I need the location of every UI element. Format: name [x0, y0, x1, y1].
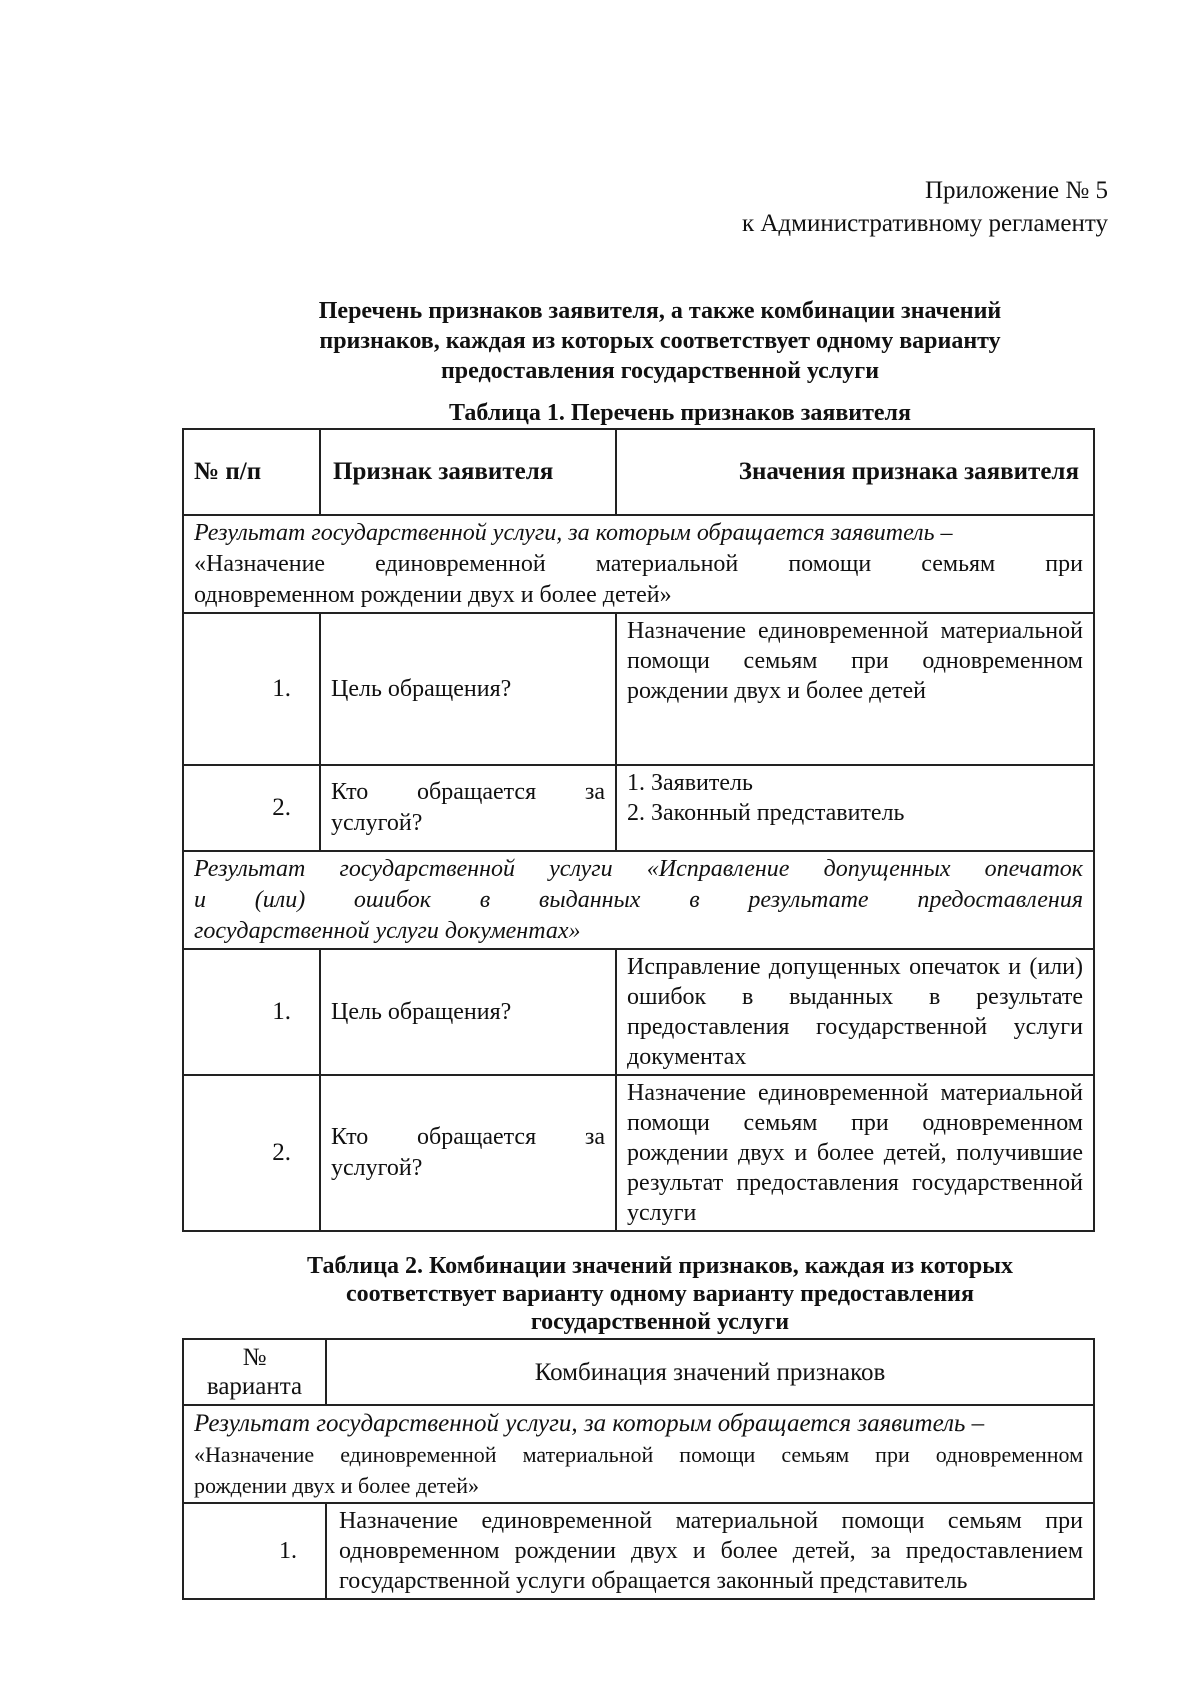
- annex-line-2: к Административному регламенту: [741, 210, 1108, 237]
- title-line-3: предоставления государственной услуги: [440, 358, 880, 384]
- table-row: [183, 949, 1094, 1075]
- table-row: [183, 1075, 1094, 1231]
- table1-section-1: [183, 515, 1094, 613]
- table1-section-2: [183, 851, 1094, 949]
- title-line-2: признаков, каждая из которых соответствует одному варианту: [319, 328, 1001, 354]
- row-number: 2.: [183, 1075, 320, 1231]
- table2-section-1: [183, 1405, 1094, 1503]
- section-1-intro: [183, 515, 1094, 613]
- applicant-criteria-table: [182, 428, 1095, 1232]
- row-question: Цель обращения?: [320, 613, 616, 765]
- row-value: Назначение единовременной материальной помощи семьям при одновременном рождении двух и более детей, за предоставлением государственной услуги обращается законный представитель: [326, 1503, 1094, 1599]
- section-1-intro-line-2: «Назначение единовременной материальной помощи семьям при: [194, 551, 1083, 577]
- annex-note: [742, 174, 1108, 240]
- header-variant-number: [183, 1339, 326, 1405]
- header-criterion: Признак заявителя: [320, 429, 616, 515]
- row-value: Назначение единовременной материальной помощи семьям при одновременном рождении двух и более детей: [616, 613, 1094, 765]
- table2-header-row: [183, 1339, 1094, 1405]
- value-line-1: 1. Заявитель: [627, 770, 753, 796]
- section-1-intro-italic: Результат государственной услуги, за которым обращается заявитель –: [194, 520, 953, 546]
- header-criterion-values: Значения признака заявителя: [616, 429, 1094, 515]
- row-value: Исправление допущенных опечаток и (или) ошибок в выданных в результате предоставления государственной услуги документах: [616, 949, 1094, 1075]
- row-question: Кто обращается за услугой?: [320, 765, 616, 851]
- title-line-1: Перечень признаков заявителя, а также комбинации значений: [318, 298, 1002, 324]
- row-value: Назначение единовременной материальной помощи семьям при одновременном рождении двух и более детей, получившие результат предоставления государственной услуги: [616, 1075, 1094, 1231]
- value-line-2: 2. Законный представитель: [627, 800, 905, 826]
- table-row: [183, 1503, 1094, 1599]
- section-2-intro: [183, 851, 1094, 949]
- table-row: [183, 613, 1094, 765]
- header-variant-line-1: №: [242, 1344, 267, 1371]
- section-2-intro-line-2: и (или) ошибок в выданных в результате предоставления: [194, 887, 1083, 913]
- table2-caption-line-1: Таблица 2. Комбинации значений признаков, каждая из которых: [307, 1253, 1013, 1279]
- row-question: Кто обращается за услугой?: [320, 1075, 616, 1231]
- table-row: [183, 765, 1094, 851]
- row-number: 1.: [183, 949, 320, 1075]
- row-number: 1.: [183, 613, 320, 765]
- table1-caption: Таблица 1. Перечень признаков заявителя: [448, 400, 912, 426]
- section-2-intro-line-1: Результат государственной услуги «Исправление допущенных опечаток: [194, 856, 1083, 882]
- table2-section-intro-line-3: рождении двух и более детей»: [194, 1473, 480, 1498]
- row-number: 1.: [183, 1503, 326, 1599]
- section-2-intro-line-3: государственной услуги документах»: [194, 918, 581, 944]
- table2-section-intro-italic: Результат государственной услуги, за которым обращается заявитель –: [194, 1410, 985, 1437]
- annex-line-1: Приложение № 5: [924, 177, 1108, 204]
- table2-caption-line-2: соответствует варианту одному варианту предоставления: [346, 1281, 974, 1307]
- table2-caption-line-3: государственной услуги: [530, 1309, 790, 1335]
- row-value: [616, 765, 1094, 851]
- table2-caption: [230, 1252, 1090, 1336]
- row-number: 2.: [183, 765, 320, 851]
- criteria-combinations-table: [182, 1338, 1095, 1600]
- table1-header-row: [183, 429, 1094, 515]
- header-combination: Комбинация значений признаков: [326, 1339, 1094, 1405]
- document-title: [230, 296, 1090, 386]
- table2-section-intro: [183, 1405, 1094, 1503]
- section-1-intro-line-3: одновременном рождении двух и более детей»: [194, 582, 672, 608]
- table2-section-intro-line-2: «Назначение единовременной материальной помощи семьям при одновременном: [194, 1442, 1083, 1467]
- header-number: № п/п: [183, 429, 320, 515]
- header-variant-line-2: варианта: [206, 1373, 303, 1400]
- row-question: Цель обращения?: [320, 949, 616, 1075]
